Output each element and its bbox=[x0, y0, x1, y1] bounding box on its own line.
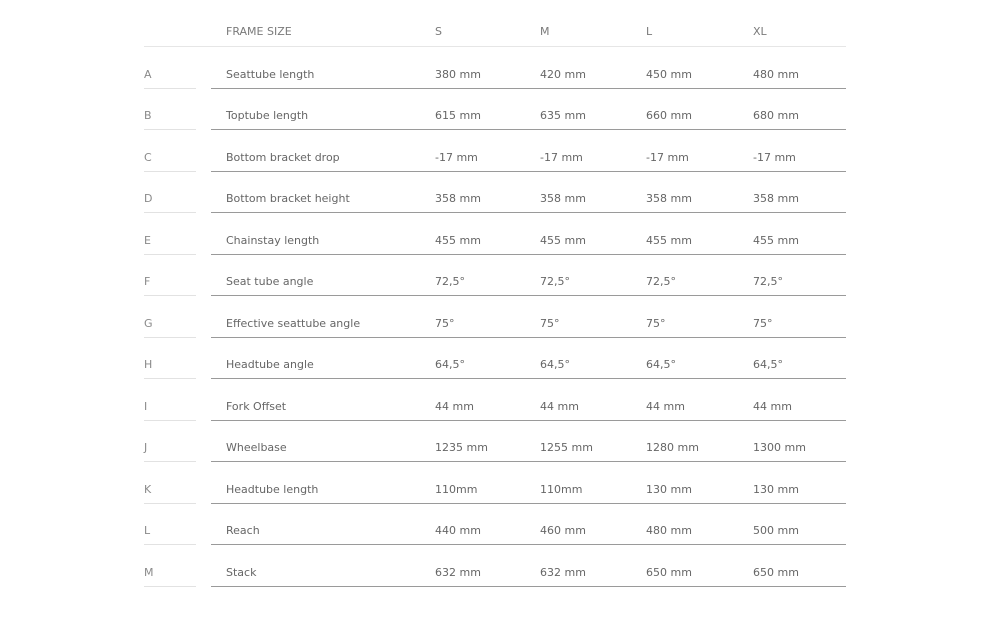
value-m: 110mm bbox=[540, 482, 583, 496]
value-xl: 44 mm bbox=[753, 399, 792, 413]
value-l: 44 mm bbox=[646, 399, 685, 413]
value-m: 455 mm bbox=[540, 233, 586, 247]
geometry-table bbox=[144, 10, 846, 587]
value-l: -17 mm bbox=[646, 150, 689, 164]
value-m: 358 mm bbox=[540, 192, 586, 205]
value-l: 650 mm bbox=[646, 565, 692, 579]
value-m: 1255 mm bbox=[540, 441, 593, 454]
value-xl: 455 mm bbox=[753, 233, 799, 247]
row-label: Seat tube angle bbox=[226, 275, 314, 288]
value-xl: 64,5° bbox=[753, 358, 783, 371]
table-row bbox=[144, 379, 846, 421]
row-letter: H bbox=[144, 358, 153, 371]
row-letter: L bbox=[144, 524, 151, 537]
value-l: 660 mm bbox=[646, 109, 692, 122]
value-xl: 650 mm bbox=[753, 565, 799, 579]
value-m: 44 mm bbox=[540, 399, 579, 413]
row-label: Reach bbox=[226, 524, 260, 537]
table-row bbox=[144, 421, 846, 463]
row-divider bbox=[211, 586, 846, 587]
header-size-l: L bbox=[646, 25, 653, 38]
row-label: Stack bbox=[226, 565, 257, 579]
value-s: 440 mm bbox=[435, 524, 481, 537]
value-m: 64,5° bbox=[540, 358, 570, 371]
value-xl: 358 mm bbox=[753, 192, 799, 205]
value-s: 110mm bbox=[435, 482, 478, 496]
row-label: Fork Offset bbox=[226, 399, 287, 413]
value-m: -17 mm bbox=[540, 150, 583, 164]
value-l: 72,5° bbox=[646, 275, 676, 288]
table-row bbox=[144, 545, 846, 587]
value-l: 480 mm bbox=[646, 524, 692, 537]
value-l: 130 mm bbox=[646, 482, 692, 496]
value-s: 632 mm bbox=[435, 565, 481, 579]
value-l: 1280 mm bbox=[646, 441, 699, 454]
value-s: 615 mm bbox=[435, 109, 481, 122]
value-l: 75° bbox=[646, 316, 666, 330]
row-label: Headtube angle bbox=[226, 358, 314, 371]
row-letter: G bbox=[144, 316, 153, 330]
row-letter: K bbox=[144, 482, 152, 496]
row-label: Headtube length bbox=[226, 482, 319, 496]
value-s: 72,5° bbox=[435, 275, 465, 288]
table-row bbox=[144, 172, 846, 214]
value-xl: 130 mm bbox=[753, 482, 799, 496]
value-s: 44 mm bbox=[435, 399, 474, 413]
value-m: 460 mm bbox=[540, 524, 586, 537]
row-label: Toptube length bbox=[226, 109, 309, 122]
row-letter: E bbox=[144, 233, 151, 247]
value-xl: -17 mm bbox=[753, 150, 796, 164]
value-xl: 480 mm bbox=[753, 67, 799, 81]
table-row bbox=[144, 462, 846, 504]
value-s: 75° bbox=[435, 316, 455, 330]
table-row bbox=[144, 255, 846, 297]
header-size-xl: XL bbox=[753, 25, 767, 38]
row-label: Chainstay length bbox=[226, 233, 320, 247]
header-frame-size: FRAME SIZE bbox=[226, 25, 292, 38]
header-size-m: M bbox=[540, 25, 550, 38]
row-letter: C bbox=[144, 150, 152, 164]
value-m: 420 mm bbox=[540, 67, 586, 81]
value-l: 64,5° bbox=[646, 358, 676, 371]
row-letter: B bbox=[144, 109, 152, 122]
value-l: 455 mm bbox=[646, 233, 692, 247]
value-xl: 75° bbox=[753, 316, 773, 330]
value-l: 450 mm bbox=[646, 67, 692, 81]
table-row bbox=[144, 338, 846, 380]
row-label: Seattube length bbox=[226, 67, 315, 81]
header-size-s: S bbox=[435, 25, 442, 38]
table-row bbox=[144, 213, 846, 255]
table-row bbox=[144, 47, 846, 89]
value-s: 358 mm bbox=[435, 192, 481, 205]
value-m: 72,5° bbox=[540, 275, 570, 288]
value-s: -17 mm bbox=[435, 150, 478, 164]
value-xl: 680 mm bbox=[753, 109, 799, 122]
row-letter: J bbox=[144, 441, 148, 454]
row-label: Bottom bracket height bbox=[226, 192, 350, 205]
row-label: Bottom bracket drop bbox=[226, 150, 340, 164]
value-s: 380 mm bbox=[435, 67, 481, 81]
row-label: Effective seattube angle bbox=[226, 316, 361, 330]
row-letter: M bbox=[144, 565, 154, 579]
letter-divider bbox=[144, 586, 196, 587]
value-s: 455 mm bbox=[435, 233, 481, 247]
row-letter: A bbox=[144, 67, 152, 81]
table-row bbox=[144, 89, 846, 131]
value-xl: 1300 mm bbox=[753, 441, 806, 454]
value-m: 635 mm bbox=[540, 109, 586, 122]
row-label: Wheelbase bbox=[226, 441, 287, 454]
row-letter: F bbox=[144, 275, 151, 288]
value-xl: 500 mm bbox=[753, 524, 799, 537]
value-s: 64,5° bbox=[435, 358, 465, 371]
table-row bbox=[144, 130, 846, 172]
value-s: 1235 mm bbox=[435, 441, 488, 454]
table-row bbox=[144, 504, 846, 546]
value-m: 632 mm bbox=[540, 565, 586, 579]
table-header-row bbox=[144, 10, 846, 47]
row-letter: I bbox=[144, 399, 148, 413]
value-m: 75° bbox=[540, 316, 560, 330]
row-letter: D bbox=[144, 192, 153, 205]
value-xl: 72,5° bbox=[753, 275, 783, 288]
value-l: 358 mm bbox=[646, 192, 692, 205]
table-row bbox=[144, 296, 846, 338]
